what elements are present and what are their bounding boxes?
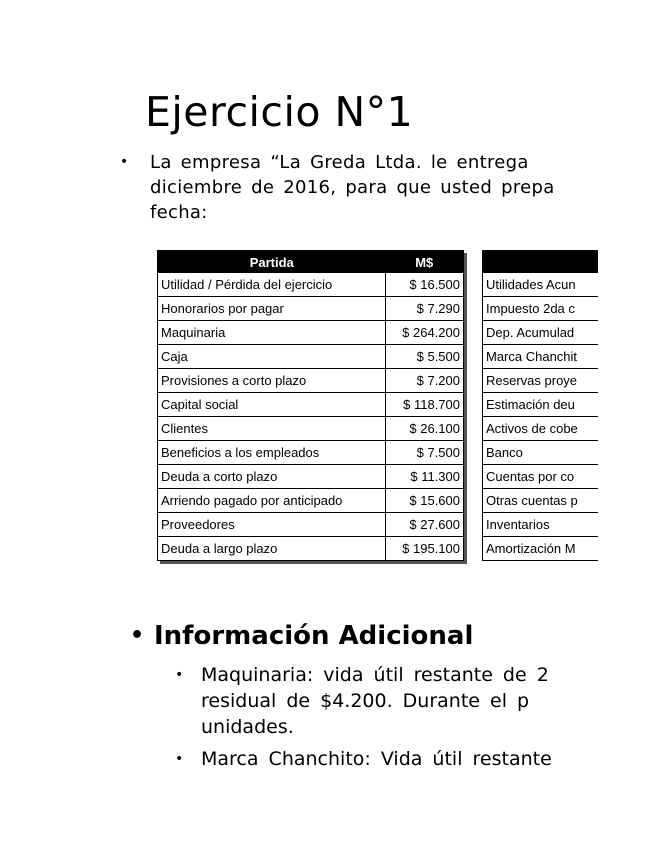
intro-text bbox=[150, 150, 555, 225]
table-row bbox=[158, 345, 464, 369]
table-row bbox=[483, 321, 599, 345]
table-row bbox=[483, 465, 599, 489]
accounts-table-right-clip bbox=[482, 250, 598, 570]
table-row bbox=[158, 465, 464, 489]
table-row bbox=[483, 537, 599, 561]
cell-partida: Cuentas por co bbox=[483, 465, 599, 489]
list-item bbox=[175, 662, 600, 740]
cell-partida: Banco bbox=[483, 441, 599, 465]
table-row bbox=[158, 393, 464, 417]
cell-partida: Marca Chanchit bbox=[483, 345, 599, 369]
table-row bbox=[158, 369, 464, 393]
table-row bbox=[483, 417, 599, 441]
cell-partida: Capital social bbox=[158, 393, 386, 417]
cell-partida: Maquinaria bbox=[158, 321, 386, 345]
intro-line: La empresa “La Greda Ltda. le entrega bbox=[150, 152, 529, 173]
column-header-partida: Partida bbox=[158, 251, 386, 274]
table-row bbox=[158, 297, 464, 321]
table-row bbox=[483, 513, 599, 537]
list-item-line: residual de $4.200. Durante el p bbox=[201, 690, 530, 712]
cell-partida: Caja bbox=[158, 345, 386, 369]
table-row bbox=[158, 321, 464, 345]
table-row bbox=[158, 489, 464, 513]
additional-info-section bbox=[130, 618, 600, 778]
bullet-icon: • bbox=[175, 751, 184, 767]
table-row bbox=[483, 273, 599, 297]
bullet-icon: • bbox=[175, 667, 184, 683]
cell-partida: Impuesto 2da c bbox=[483, 297, 599, 321]
table-row bbox=[483, 297, 599, 321]
cell-amount: $ 26.100 bbox=[386, 417, 464, 441]
table-row bbox=[483, 441, 599, 465]
section-heading: Información Adicional bbox=[154, 621, 474, 651]
cell-amount: $ 5.500 bbox=[386, 345, 464, 369]
cell-partida: Arriendo pagado por anticipado bbox=[158, 489, 386, 513]
cell-amount: $ 264.200 bbox=[386, 321, 464, 345]
cell-partida: Otras cuentas p bbox=[483, 489, 599, 513]
cell-amount: $ 118.700 bbox=[386, 393, 464, 417]
column-header-partida-2 bbox=[483, 251, 599, 274]
accounts-table-right bbox=[482, 250, 598, 561]
table-row bbox=[483, 489, 599, 513]
table-row bbox=[158, 537, 464, 561]
list-item bbox=[175, 746, 600, 772]
cell-partida: Beneficios a los empleados bbox=[158, 441, 386, 465]
cell-partida: Utilidades Acun bbox=[483, 273, 599, 297]
table-row bbox=[158, 441, 464, 465]
cell-amount: $ 7.500 bbox=[386, 441, 464, 465]
cell-amount: $ 15.600 bbox=[386, 489, 464, 513]
table-row bbox=[483, 369, 599, 393]
cell-partida: Dep. Acumulad bbox=[483, 321, 599, 345]
list-item-line: Maquinaria: vida útil restante de 2 bbox=[201, 664, 549, 686]
table-row bbox=[158, 417, 464, 441]
list-item-line: Marca Chanchito: Vida útil restante bbox=[201, 748, 552, 770]
table-header-row bbox=[158, 251, 464, 274]
cell-partida: Utilidad / Pérdida del ejercicio bbox=[158, 273, 386, 297]
table-row bbox=[483, 345, 599, 369]
table-header-row bbox=[483, 251, 599, 274]
column-header-amount: M$ bbox=[386, 251, 464, 274]
intro-line: fecha: bbox=[150, 202, 208, 223]
cell-partida: Proveedores bbox=[158, 513, 386, 537]
intro-paragraph bbox=[120, 150, 600, 225]
cell-amount: $ 11.300 bbox=[386, 465, 464, 489]
cell-partida: Inventarios bbox=[483, 513, 599, 537]
cell-partida: Provisiones a corto plazo bbox=[158, 369, 386, 393]
cell-partida: Reservas proye bbox=[483, 369, 599, 393]
table-row bbox=[158, 273, 464, 297]
cell-amount: $ 16.500 bbox=[386, 273, 464, 297]
cell-partida: Clientes bbox=[158, 417, 386, 441]
cell-amount: $ 7.200 bbox=[386, 369, 464, 393]
cell-amount: $ 7.290 bbox=[386, 297, 464, 321]
cell-partida: Activos de cobe bbox=[483, 417, 599, 441]
cell-partida: Estimación deu bbox=[483, 393, 599, 417]
bullet-icon: • bbox=[130, 623, 145, 648]
cell-partida: Deuda a corto plazo bbox=[158, 465, 386, 489]
table-row bbox=[483, 393, 599, 417]
cell-partida: Honorarios por pagar bbox=[158, 297, 386, 321]
accounts-table-left bbox=[157, 250, 464, 561]
list-item-line: unidades. bbox=[201, 716, 294, 738]
cell-amount: $ 195.100 bbox=[386, 537, 464, 561]
cell-partida: Amortización M bbox=[483, 537, 599, 561]
bullet-icon: • bbox=[120, 154, 129, 170]
page-title: Ejercicio N°1 bbox=[145, 88, 414, 136]
table-row bbox=[158, 513, 464, 537]
intro-line: diciembre de 2016, para que usted prepa bbox=[150, 177, 555, 198]
cell-amount: $ 27.600 bbox=[386, 513, 464, 537]
cell-partida: Deuda a largo plazo bbox=[158, 537, 386, 561]
